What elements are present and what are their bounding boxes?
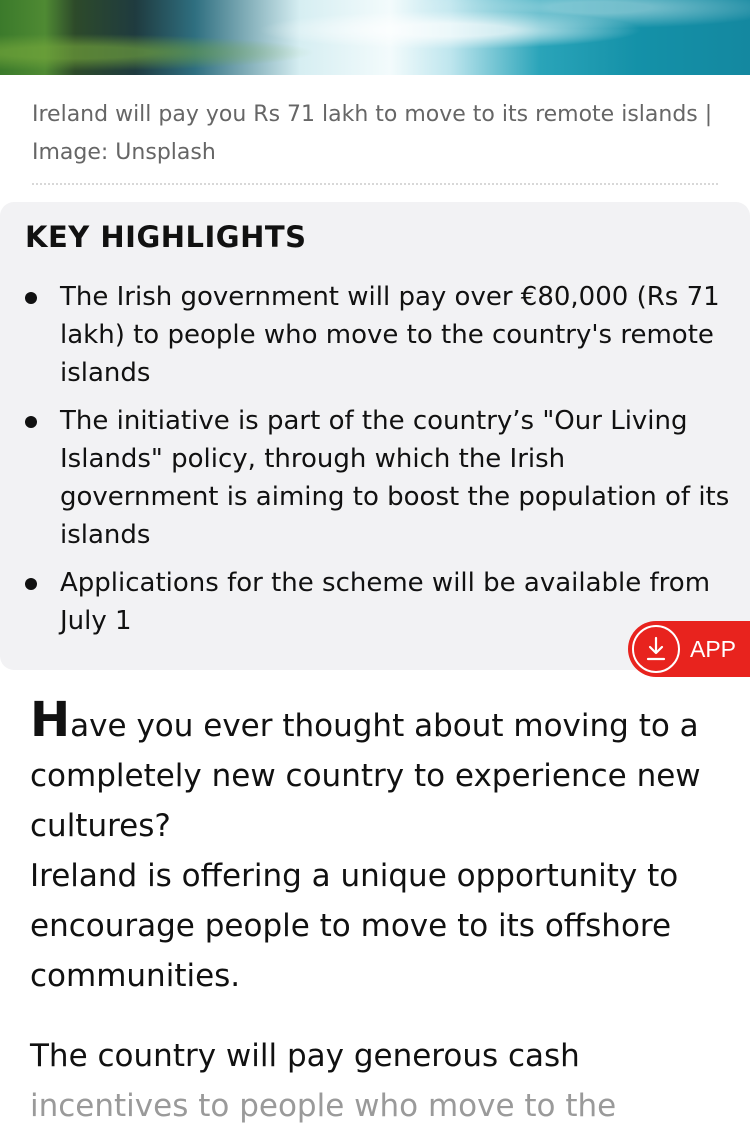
- image-caption: Ireland will pay you Rs 71 lakh to move to its remote islands | Image: Unsplash: [32, 102, 713, 165]
- download-app-button[interactable]: [628, 621, 750, 677]
- drop-cap: H: [30, 692, 71, 748]
- caption-divider: [32, 183, 718, 185]
- article-paragraph-text: ave you ever thought about moving to a completely new country to experience new cultures?: [30, 708, 701, 844]
- highlight-item: [0, 278, 730, 392]
- bullet-icon: [25, 292, 37, 304]
- article-paragraph: [30, 1031, 730, 1131]
- download-arrow-icon: [644, 636, 668, 662]
- article-hero-image: [0, 0, 750, 75]
- article-paragraph: [30, 692, 730, 851]
- article-line: The country will pay generous cash: [30, 1038, 580, 1074]
- highlight-text: The Irish government will pay over €80,000 (Rs 71 lakh) to people who move to the country's remote islands: [60, 282, 720, 388]
- hero-image-texture: [0, 0, 750, 75]
- highlight-text: The initiative is part of the country’s "Our Living Islands" policy, through which the Irish government is aiming to boost the population of its islands: [60, 406, 730, 550]
- app-label: APP: [690, 635, 737, 662]
- bullet-icon: [25, 416, 37, 428]
- highlight-item: [0, 564, 730, 640]
- key-highlights-title: KEY HIGHLIGHTS: [25, 220, 307, 254]
- highlight-item: [0, 402, 730, 554]
- key-highlights-list: [0, 278, 730, 650]
- article-body: [30, 692, 730, 1131]
- highlight-text: Applications for the scheme will be available from July 1: [60, 568, 711, 636]
- bullet-icon: [25, 578, 37, 590]
- download-icon: [632, 625, 680, 673]
- article-line-faded: incentives to people who move to the: [30, 1088, 617, 1124]
- article-paragraph: Ireland is offering a unique opportunity to encourage people to move to its offshore communities.: [30, 858, 679, 994]
